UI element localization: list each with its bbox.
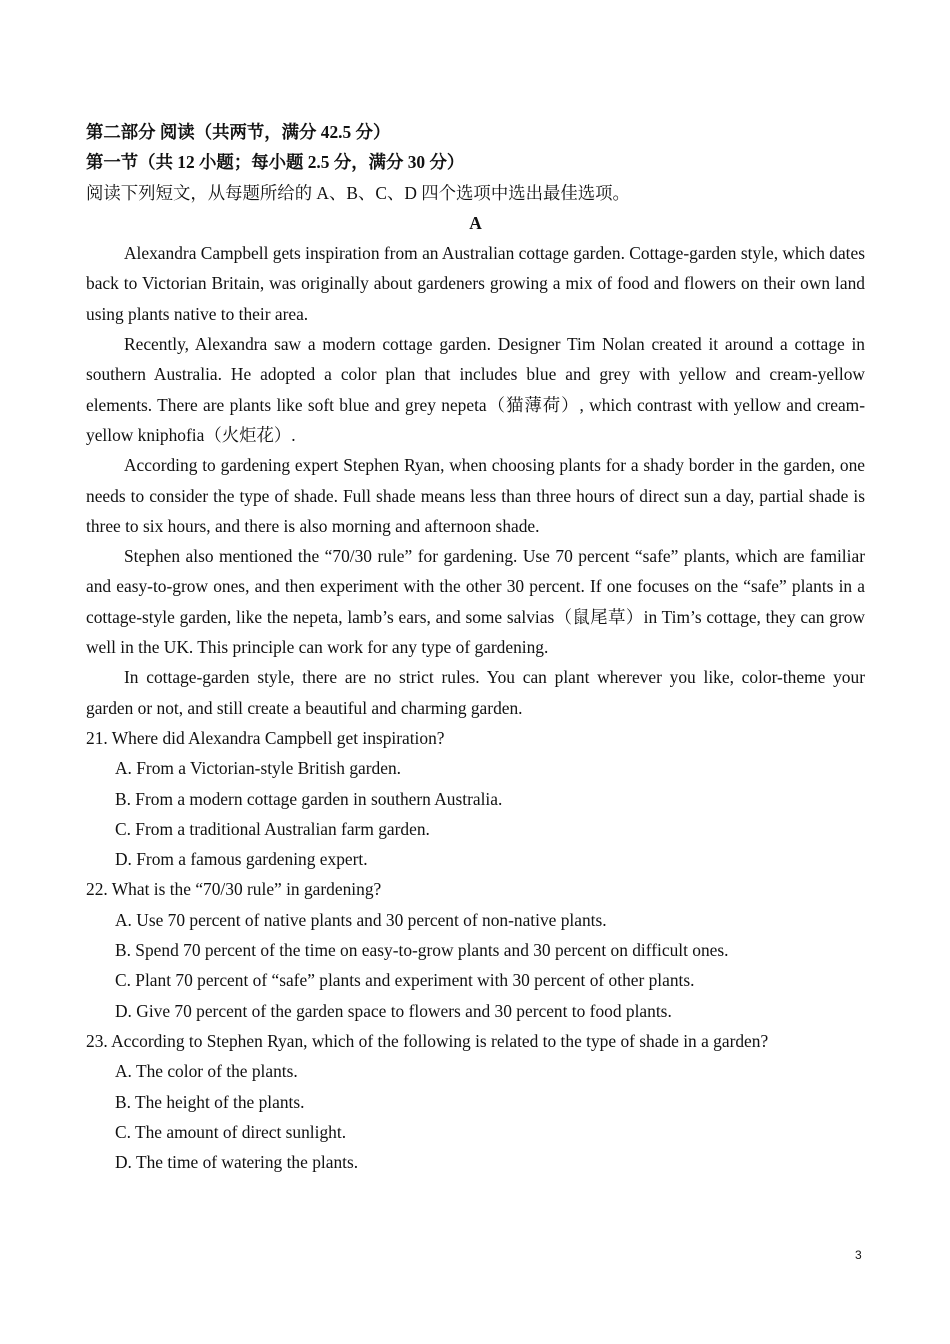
option-d: D. The time of watering the plants. — [115, 1152, 359, 1173]
option-a: A. Use 70 percent of native plants and 30 percent of non-native plants. — [115, 909, 607, 930]
passage-paragraph: According to gardening expert Stephen Ryan, when choosing plants for a shady border in the garden, one needs to consider the type of shade. Full shade means less than three hours of direct sun a day, partial shade is three to six hours, and there is also morning and afternoon shade. — [86, 455, 865, 536]
passage-paragraph: Alexandra Campbell gets inspiration from an Australian cottage garden. Cottage-garden style, which dates back to Victorian Britain, was originally about gardeners growing a mix of food and flowers on their own land using plants native to their area. — [86, 243, 865, 324]
passage-label: A — [469, 212, 482, 233]
question-23 — [86, 1026, 865, 1177]
question-22 — [86, 874, 865, 1025]
exam-page — [86, 117, 865, 1177]
option-a: A. The color of the plants. — [115, 1061, 298, 1082]
part-title: 第二部分 阅读（共两节，满分 42.5 分） — [86, 122, 391, 142]
question-stem: 22. What is the “70/30 rule” in gardening? — [86, 879, 382, 900]
option-a: A. From a Victorian-style British garden. — [115, 758, 402, 779]
passage-paragraph: In cottage-garden style, there are no strict rules. You can plant wherever you like, color-theme your garden or not, and still create a beautiful and charming garden. — [86, 667, 865, 718]
section-title: 第一节（共 12 小题；每小题 2.5 分，满分 30 分） — [86, 152, 465, 173]
passage-paragraph: Stephen also mentioned the “70/30 rule” for gardening. Use 70 percent “safe” plants, which are familiar and easy-to-grow ones, and then experiment with the other 30 percent. If one focuses on the “safe” plants in a cottage-style garden, like the nepeta, lamb’s ears, and some salvias（鼠尾草）in Tim’s cottage, they can grow well in the UK. This principle can work for any type of gardening. — [86, 546, 865, 658]
question-stem: 23. According to Stephen Ryan, which of the following is related to the type of shade in a garden? — [86, 1030, 769, 1051]
option-d: D. From a famous gardening expert. — [115, 849, 368, 870]
option-b: B. From a modern cottage garden in southern Australia. — [115, 788, 503, 809]
option-d: D. Give 70 percent of the garden space to flowers and 30 percent to food plants. — [115, 1000, 672, 1021]
option-b: B. The height of the plants. — [115, 1091, 305, 1112]
question-stem: 21. Where did Alexandra Campbell get inspiration? — [86, 727, 445, 748]
option-b: B. Spend 70 percent of the time on easy-to-grow plants and 30 percent on difficult ones. — [115, 940, 729, 961]
question-21 — [86, 723, 865, 874]
passage-paragraph: Recently, Alexandra saw a modern cottage garden. Designer Tim Nolan created it around a cottage in southern Australia. He adopted a color plan that includes blue and grey with yellow and cream-yellow elements. There are plants like soft blue and grey nepeta（猫薄荷）, which contrast with yellow and cream-yellow kniphofia（火炬花）. — [86, 334, 865, 445]
option-c: C. Plant 70 percent of “safe” plants and experiment with 30 percent of other plants. — [115, 970, 695, 991]
option-c: C. The amount of direct sunlight. — [115, 1121, 347, 1142]
option-c: C. From a traditional Australian farm garden. — [115, 818, 430, 839]
instruction: 阅读下列短文，从每题所给的 A、B、C、D 四个选项中选出最佳选项。 — [86, 182, 630, 203]
page-number: 3 — [855, 1248, 862, 1262]
